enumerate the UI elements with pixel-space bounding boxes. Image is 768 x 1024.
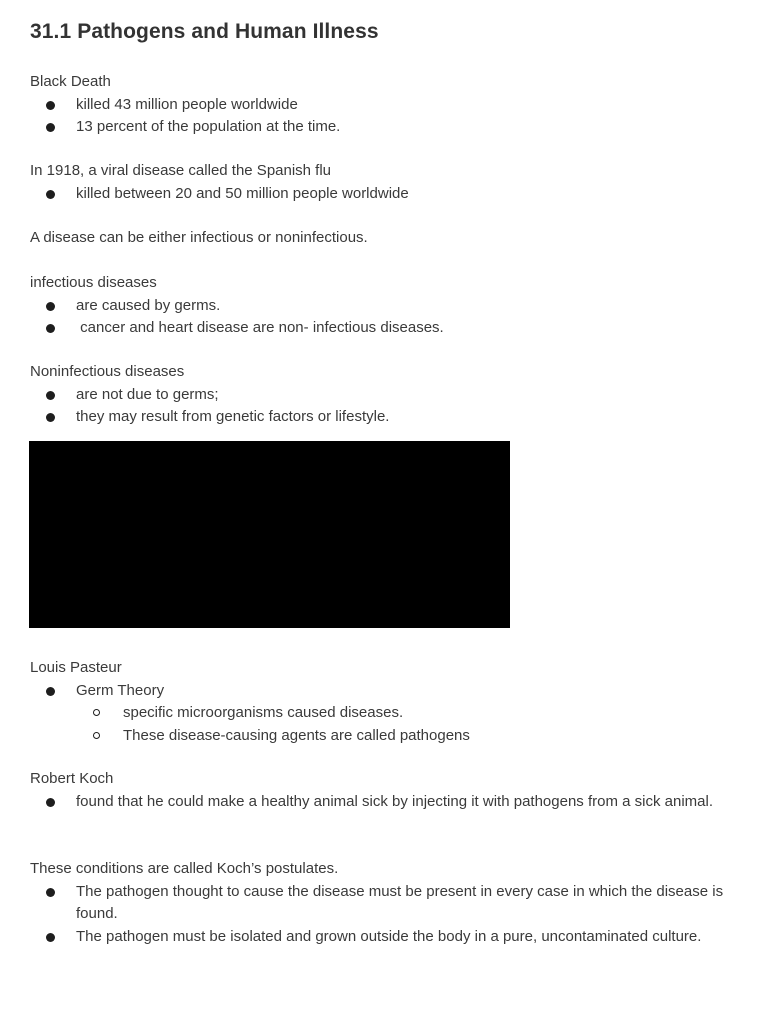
bullet-list bbox=[30, 680, 735, 748]
section-infectious bbox=[30, 272, 735, 340]
sub-list-item: These disease-causing agents are called pathogens bbox=[76, 725, 735, 748]
bullet-icon bbox=[46, 798, 55, 807]
list-item: The pathogen must be isolated and grown outside the body in a pure, uncontaminated culture. bbox=[30, 926, 735, 949]
bullet-list bbox=[30, 881, 735, 949]
open-bullet-icon bbox=[93, 732, 100, 739]
open-bullet-icon bbox=[93, 709, 100, 716]
section-black-death bbox=[30, 71, 735, 139]
section-heading: These conditions are called Koch’s postulates. bbox=[30, 860, 339, 877]
section-louis-pasteur bbox=[30, 657, 735, 747]
bullet-list bbox=[30, 94, 735, 139]
bullet-icon bbox=[46, 413, 55, 422]
bullet-list bbox=[30, 183, 735, 206]
bullet-icon bbox=[46, 888, 55, 897]
section-heading: Robert Koch bbox=[30, 770, 114, 787]
bullet-icon bbox=[46, 123, 55, 132]
section-disease-types bbox=[30, 227, 735, 250]
list-item: 13 percent of the population at the time. bbox=[30, 116, 735, 139]
section-robert-koch bbox=[30, 768, 735, 813]
sub-bullet-list bbox=[76, 702, 735, 747]
list-item: are not due to germs; bbox=[30, 384, 735, 407]
section-noninfectious bbox=[30, 361, 735, 429]
bullet-list bbox=[30, 791, 735, 814]
list-item: Germ Theory specific microorganisms caused diseases. These disease-causing agents are called pathogens bbox=[30, 680, 735, 748]
bullet-list bbox=[30, 295, 735, 340]
section-heading: Louis Pasteur bbox=[30, 659, 122, 676]
list-item: are caused by germs. bbox=[30, 295, 735, 318]
section-heading: A disease can be either infectious or noninfectious. bbox=[30, 229, 368, 246]
section-kochs-postulates bbox=[30, 858, 735, 948]
section-heading: infectious diseases bbox=[30, 274, 157, 291]
list-item: cancer and heart disease are non- infectious diseases. bbox=[30, 317, 735, 340]
bullet-icon bbox=[46, 391, 55, 400]
list-item: they may result from genetic factors or lifestyle. bbox=[30, 406, 735, 429]
section-heading: Black Death bbox=[30, 73, 111, 90]
bullet-icon bbox=[46, 101, 55, 110]
bullet-list bbox=[30, 384, 735, 429]
redacted-image bbox=[29, 441, 510, 628]
section-heading: In 1918, a viral disease called the Spanish flu bbox=[30, 162, 332, 179]
bullet-icon bbox=[46, 302, 55, 311]
page-title: 31.1 Pathogens and Human Illness bbox=[30, 20, 379, 43]
bullet-icon bbox=[46, 190, 55, 199]
section-heading: Noninfectious diseases bbox=[30, 363, 185, 380]
bullet-icon bbox=[46, 687, 55, 696]
bullet-icon bbox=[46, 324, 55, 333]
section-spanish-flu bbox=[30, 160, 735, 205]
list-item: killed between 20 and 50 million people worldwide bbox=[30, 183, 735, 206]
list-item: killed 43 million people worldwide bbox=[30, 94, 735, 117]
bullet-icon bbox=[46, 933, 55, 942]
list-item: found that he could make a healthy animal sick by injecting it with pathogens from a sick animal. bbox=[30, 791, 735, 814]
list-item: The pathogen thought to cause the disease must be present in every case in which the disease is found. bbox=[30, 881, 735, 926]
sub-list-item: specific microorganisms caused diseases. bbox=[76, 702, 735, 725]
